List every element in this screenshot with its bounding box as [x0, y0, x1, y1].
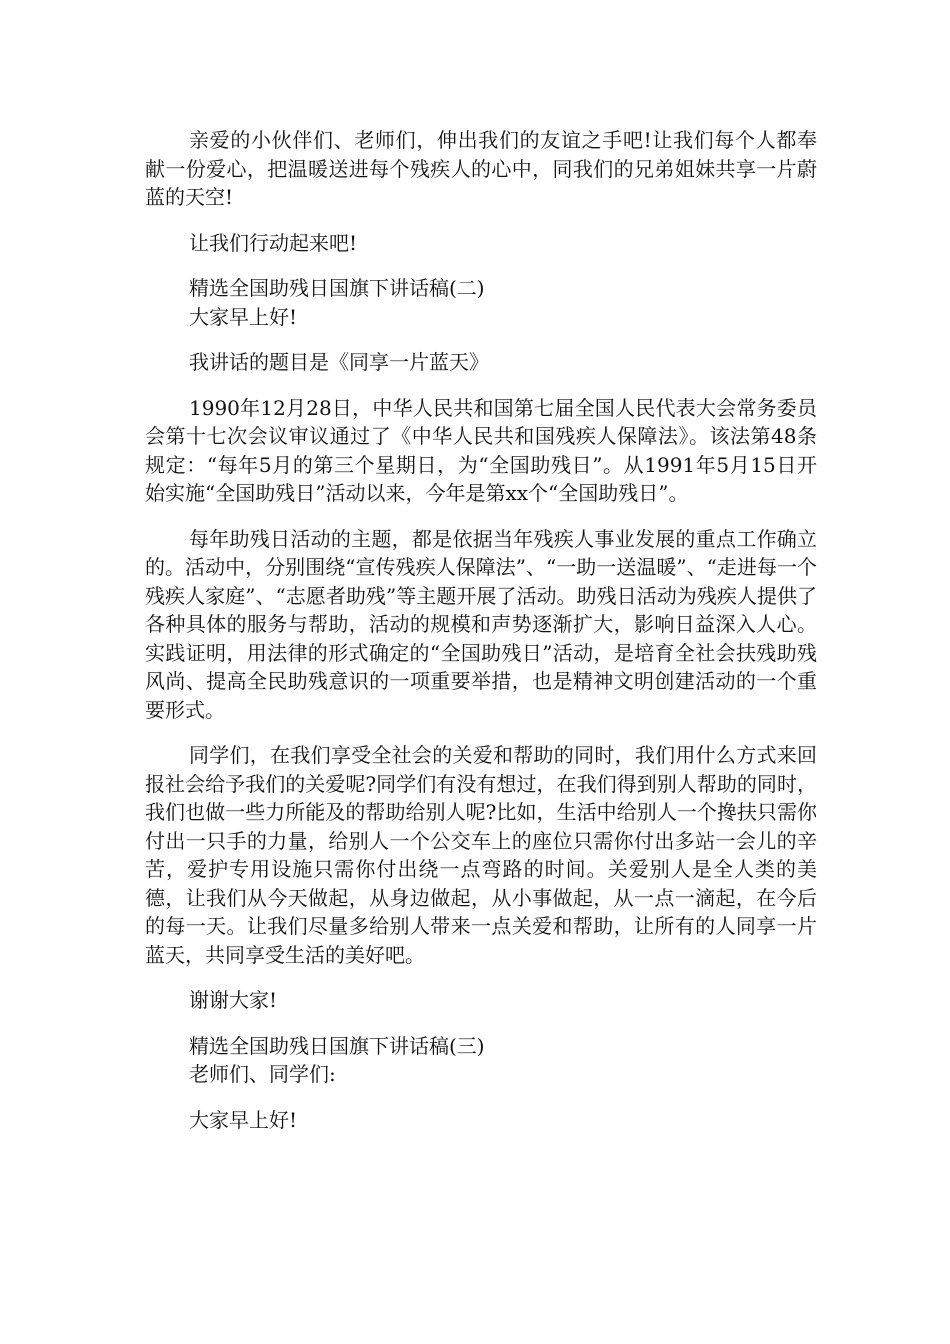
paragraph-call-to-action: 让我们行动起来吧!	[189, 230, 358, 255]
speech-topic: 我讲话的题目是《同享一片蓝天》	[189, 350, 489, 374]
section-title-2: 精选全国助残日国旗下讲话稿(二)	[189, 276, 485, 300]
document-body	[145, 126, 817, 1134]
paragraph-appeal: 亲爱的小伙伴们、老师们，伸出我们的友谊之手吧!让我们每个人都奉献一份爱心，把温暖送进每个残疾人的心中，同我们的兄弟姐妹共享一片蔚蓝的天空!	[145, 128, 817, 209]
thanks-line: 谢谢大家!	[189, 988, 278, 1012]
paragraph-themes: 每年助残日活动的主题，都是依据当年残疾人事业发展的重点工作确立的。活动中，分别围绕“宣传残疾人保障法”、“一助一送温暖”、“走进每一个残疾人家庭”、“志愿者助残”等主题开展了活动。助残日活动为残疾人提供了各种具体的服务与帮助，活动的规模和声势逐渐扩大，影响日益深入人心。实践证明，用法律的形式确定的“全国助残日”活动，是培育全社会扶残助残风尚、提高全民助残意识的一项重要举措，也是精神文明创建活动的一个重要形式。	[145, 526, 817, 722]
paragraph-students: 同学们，在我们享受全社会的关爱和帮助的同时，我们用什么方式来回报社会给予我们的关爱呢?同学们有没有想过，在我们得到别人帮助的同时，我们也做一些力所能及的帮助给别人呢?比如，生活中给别人一个搀扶只需你付出一只手的力量，给别人一个公交车上的座位只需你付出多站一会儿的辛苦，爱护专用设施只需你付出绕一点弯路的时间。关爱别人是全人类的美德，让我们从今天做起，从身边做起，从小事做起，从一点一滴起，在今后的每一天。让我们尽量多给别人带来一点关爱和帮助，让所有的人同享一片蓝天，共同享受生活的美好吧。	[145, 743, 817, 967]
salutation: 老师们、同学们:	[189, 1062, 336, 1086]
greeting-3: 大家早上好!	[189, 1107, 298, 1132]
paragraph-history: 1990年12月28日，中华人民共和国第七届全国人民代表大会常务委员会第十七次会议审议通过了《中华人民共和国残疾人保障法》。该法第48条规定：“每年5月的第三个星期日，为“全国助残日”。从1991年5月15日开始实施“全国助残日”活动以来，今年是第xx个“全国助残日”。	[145, 395, 817, 505]
section-title-3: 精选全国助残日国旗下讲话稿(三)	[189, 1033, 485, 1058]
greeting: 大家早上好!	[189, 304, 298, 329]
